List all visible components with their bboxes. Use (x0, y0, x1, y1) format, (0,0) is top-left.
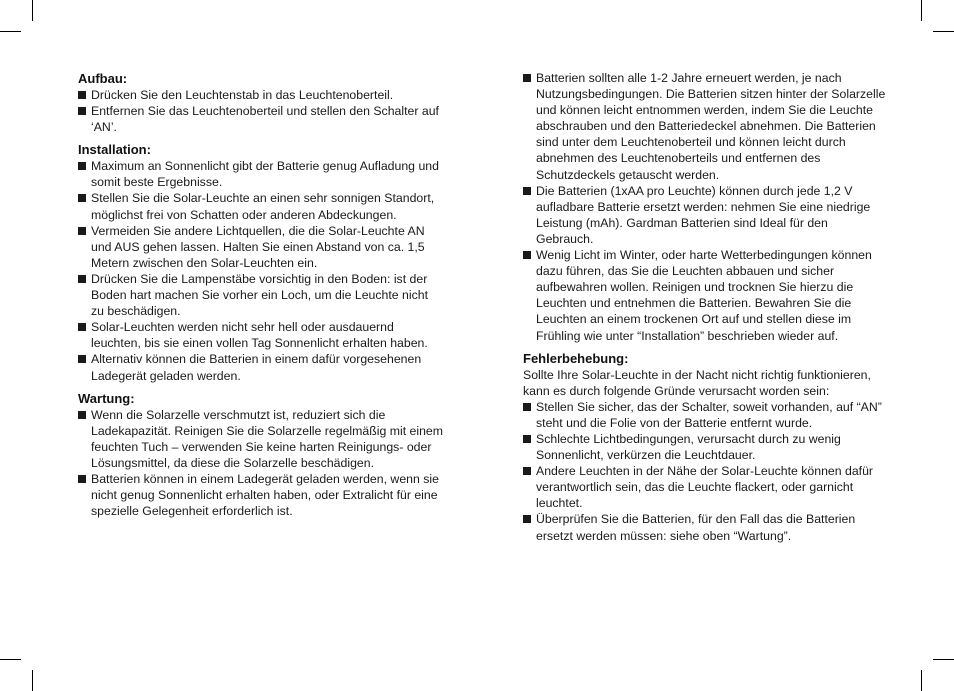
list-item (78, 87, 444, 103)
crop-mark-bottom-right-v (921, 670, 922, 691)
section-batteries (523, 70, 887, 344)
crop-mark-top-left-h (0, 31, 21, 32)
batteries-list (523, 70, 887, 344)
list-item (78, 407, 444, 471)
square-bullet-icon (78, 107, 86, 115)
square-bullet-icon (78, 194, 86, 202)
square-bullet-icon (523, 515, 531, 523)
aufbau-list (78, 87, 444, 135)
list-item (78, 319, 444, 351)
square-bullet-icon (78, 275, 86, 283)
square-bullet-icon (78, 323, 86, 331)
list-item (523, 463, 887, 511)
list-item-text: Batterien können in einem Ladegerät geladen werden, wenn sie nicht genug Sonnenlicht erhalten haben, oder Extralicht für eine spezielle Gelegenheit erforderlich ist. (91, 471, 439, 519)
list-item-text: Wenig Licht im Winter, oder harte Wetterbedingungen können dazu führen, das Sie die Leuchten abbauen und sicher aufbewahren wollen. Reinigen und trocknen Sie hierzu die Leuchten und entnehmen die Batterien. Bewahren Sie die Leuchten an einem trockenen Ort auf und stellen diese im Frühling wie unter “Installation” beschrieben wieder auf. (536, 248, 872, 343)
square-bullet-icon (78, 227, 86, 235)
list-item-text: Vermeiden Sie andere Lichtquellen, die die Solar-Leuchte AN und AUS gehen lassen. Halten Sie einen Abstand von ca. 1,5 Metern zwischen den Solar-Leuchten ein. (91, 223, 425, 270)
list-item-text: Entfernen Sie das Leuchtenoberteil und stellen den Schalter auf ‘AN’. (91, 104, 439, 135)
crop-mark-top-right-h (933, 31, 954, 32)
square-bullet-icon (523, 403, 531, 411)
crop-mark-bottom-right-h (933, 659, 954, 660)
square-bullet-icon (523, 435, 531, 443)
list-item (78, 223, 444, 271)
left-column (78, 70, 444, 525)
installation-heading: Installation: (78, 142, 151, 158)
installation-list (78, 158, 444, 383)
list-item (523, 511, 887, 543)
crop-mark-top-left-v (32, 0, 33, 21)
square-bullet-icon (523, 74, 531, 82)
square-bullet-icon (78, 162, 86, 170)
list-item-text: Überprüfen Sie die Batterien, für den Fall das die Batterien ersetzt werden müssen: siehe oben “Wartung”. (536, 512, 856, 543)
square-bullet-icon (78, 91, 86, 99)
list-item-text: Maximum an Sonnenlicht gibt der Batterie genug Aufladung und somit beste Ergebnisse. (91, 159, 439, 190)
list-item (78, 103, 444, 135)
list-item-text: Schlechte Lichtbedingungen, verursacht durch zu wenig Sonnenlicht, verkürzen die Leuchtdauer. (536, 431, 841, 463)
right-column (523, 70, 887, 550)
section-fehlerbehebung (523, 350, 887, 544)
fehlerbehebung-heading: Fehlerbehebung: (523, 350, 629, 366)
wartung-heading: Wartung: (78, 390, 135, 406)
list-item (523, 247, 887, 344)
square-bullet-icon (523, 467, 531, 475)
list-item (523, 431, 887, 463)
list-item-text: Andere Leuchten in der Nähe der Solar-Leuchte können dafür verantwortlich sein, das die Leuchte flackert, oder garnicht leuchtet. (536, 464, 874, 511)
list-item (523, 183, 887, 247)
list-item-text: Stellen Sie die Solar-Leuchte an einen sehr sonnigen Standort, möglichst frei von Schatten oder anderen Abdeckungen. (91, 191, 435, 222)
list-item (78, 271, 444, 319)
list-item (78, 351, 444, 383)
list-item (523, 399, 887, 431)
list-item-text: Stellen Sie sicher, das der Schalter, soweit vorhanden, auf “AN” steht und die Folie von der Batterie entfernt wurde. (536, 399, 882, 430)
fehlerbehebung-list (523, 399, 887, 544)
section-aufbau (78, 70, 444, 135)
crop-mark-bottom-left-h (0, 659, 21, 660)
list-item-text: Wenn die Solarzelle verschmutzt ist, reduziert sich die Ladekapazität. Reinigen Sie die Solarzelle regelmäßig mit einem feuchten Tuch – verwenden Sie keine harten Reinigungs- oder Lösungsmittel, da diese die Solarzelle beschädigen. (91, 407, 444, 470)
list-item-text: Solar-Leuchten werden nicht sehr hell oder ausdauernd leuchten, bis sie einen vollen Tag Sonnenlicht erhalten haben. (91, 320, 428, 351)
square-bullet-icon (523, 251, 531, 259)
fehlerbehebung-intro: Sollte Ihre Solar-Leuchte in der Nacht nicht richtig funktionieren, kann es durch folgende Gründe verursacht worden sein: (523, 367, 871, 398)
square-bullet-icon (78, 411, 86, 419)
list-item-text: Alternativ können die Batterien in einem dafür vorgesehenen Ladegerät geladen werden. (91, 352, 422, 383)
square-bullet-icon (523, 187, 531, 195)
list-item-text: Die Batterien (1xAA pro Leuchte) können durch jede 1,2 V aufladbare Batterie ersetzt werden: nehmen Sie eine niedrige Leistung (mAh). Gardman Batterien sind Ideal für den Gebrauch. (536, 183, 871, 246)
list-item-text: Drücken Sie den Leuchtenstab in das Leuchtenoberteil. (91, 88, 394, 102)
square-bullet-icon (78, 475, 86, 483)
list-item (78, 190, 444, 222)
crop-mark-top-right-v (921, 0, 922, 21)
list-item-text: Drücken Sie die Lampenstäbe vorsichtig in den Boden: ist der Boden hart machen Sie vorher ein Loch, um die Leuchte nicht zu beschädigen. (91, 271, 429, 319)
wartung-list (78, 407, 444, 520)
list-item (78, 158, 444, 190)
section-installation (78, 141, 444, 383)
list-item (78, 471, 444, 519)
list-item-text: Batterien sollten alle 1-2 Jahre erneuert werden, je nach Nutzungsbedingungen. Die Batterien sitzen hinter der Solarzelle und können leicht entnommen werden, indem Sie die Leuchte abschrauben und den Batteriedeckel abnehmen. Die Batterien sind unter dem Leuchtenoberteil und können leicht durch abnehmen des Leuchtenoberteils und entfernen des Schutzdeckels getauscht werden. (536, 71, 886, 182)
crop-mark-bottom-left-v (32, 670, 33, 691)
list-item (523, 70, 887, 183)
square-bullet-icon (78, 355, 86, 363)
aufbau-heading: Aufbau: (78, 71, 128, 86)
section-wartung (78, 390, 444, 520)
